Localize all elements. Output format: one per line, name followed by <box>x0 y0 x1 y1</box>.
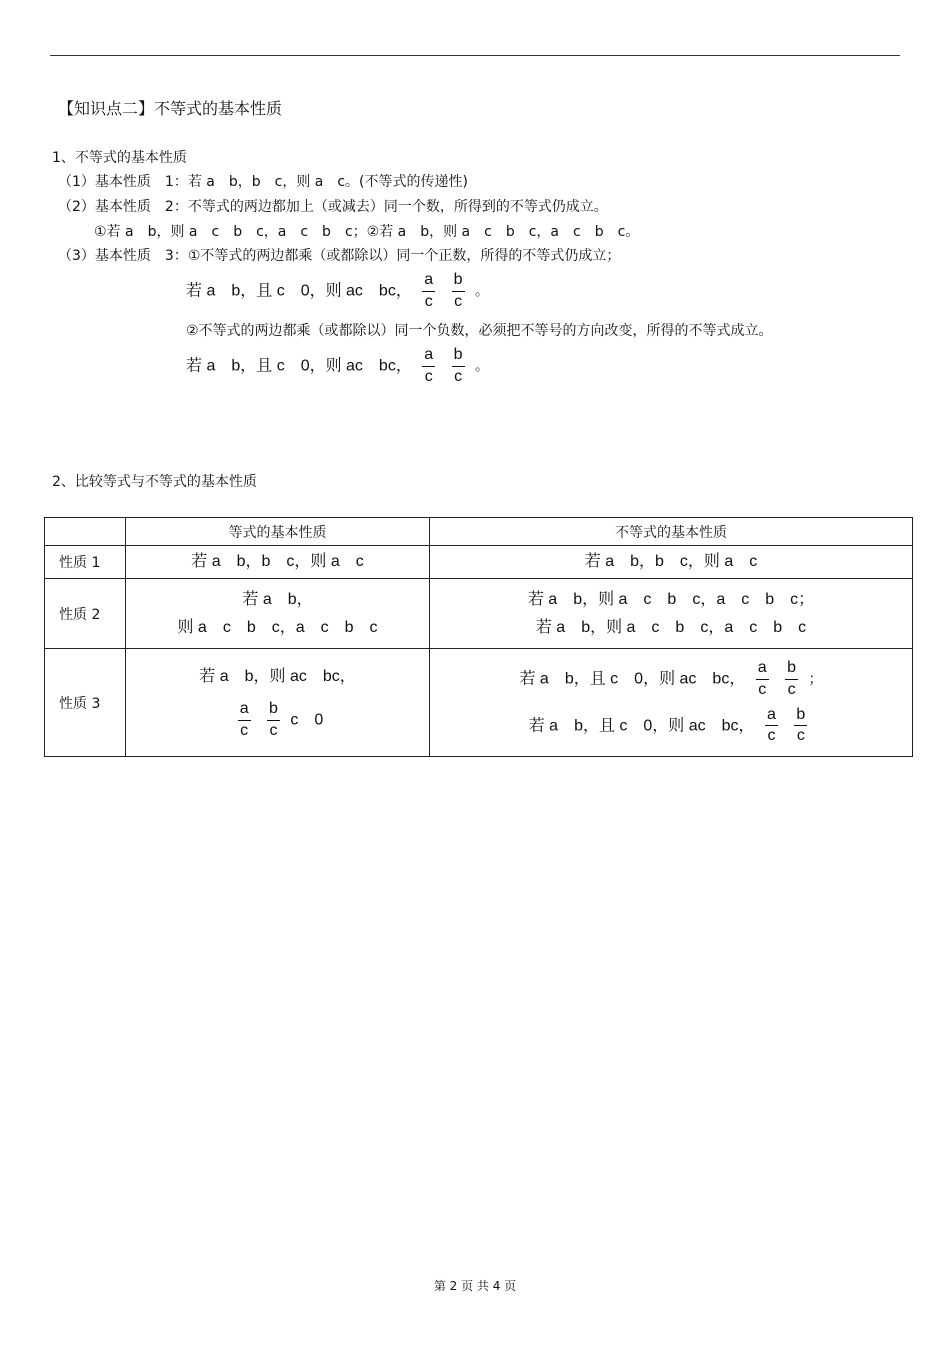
cell-fraction-line <box>126 699 429 742</box>
fraction-numerator: b <box>787 658 797 676</box>
table-row <box>45 546 913 579</box>
inequality-cell <box>430 546 913 579</box>
property3-case-negative <box>186 345 489 388</box>
header-equality: 等式的基本性质 <box>126 518 430 546</box>
row-label: 性质 3 <box>45 649 126 757</box>
fraction-denominator: c <box>794 725 807 747</box>
fraction-denominator: c <box>422 366 435 388</box>
table-header-row <box>45 518 913 546</box>
fraction-b-over-c <box>785 658 798 701</box>
fraction-denominator: c <box>452 291 465 313</box>
equality-cell <box>126 546 430 579</box>
top-rule <box>50 55 900 56</box>
fraction-numerator: b <box>453 346 463 363</box>
cell-line: 若 a b， <box>242 590 313 608</box>
part1-title: 1、不等式的基本性质 <box>52 150 187 166</box>
part2-title: 2、比较等式与不等式的基本性质 <box>52 474 257 490</box>
row-label: 性质 2 <box>45 579 126 649</box>
table-row <box>45 579 913 649</box>
fraction-denominator: c <box>422 291 435 313</box>
fraction-b-over-c <box>794 705 807 748</box>
property2-text: （2）基本性质 2：不等式的两边都加上（或减去）同一个数，所得到的不等式仍成立。 <box>58 199 608 215</box>
property3-case-positive <box>186 270 489 313</box>
table-row <box>45 649 913 757</box>
fraction-numerator: a <box>239 700 249 718</box>
fraction-denominator: c <box>267 720 280 742</box>
comparison-table <box>44 517 913 757</box>
cell-line: 若 a b，则 a c b c，a c b c； <box>527 590 815 608</box>
fraction-a-over-c <box>422 345 435 388</box>
fraction-numerator: a <box>424 346 434 363</box>
fraction-numerator: a <box>424 271 434 288</box>
fraction-denominator: c <box>785 679 798 701</box>
cell-text: 若 a b，且 c 0，则 ac bc， <box>519 670 746 688</box>
cell-text: 若 a b，且 c 0，则 ac bc， <box>528 716 755 734</box>
fraction-numerator: b <box>269 700 278 718</box>
fraction-denominator: c <box>238 720 251 742</box>
equality-cell <box>126 579 430 649</box>
fraction-a-over-c <box>756 658 769 701</box>
cell-fraction-line <box>430 705 912 748</box>
fraction-a-over-c <box>765 705 778 748</box>
fraction-denominator: c <box>765 725 778 747</box>
case-positive-text: 若 a b，且 c 0，则 ac bc， <box>186 282 412 300</box>
property2-formulas: ①若 a b，则 a c b c，a c b c；②若 a b，则 a c b c，a c b c。 <box>94 224 640 240</box>
cell-line: 若 a b，b c，则 a c <box>584 553 758 570</box>
period-mark: 。 <box>475 358 490 375</box>
fraction-denominator: c <box>452 366 465 388</box>
cell-line: 则 a c b c，a c b c <box>177 618 378 636</box>
fraction-b-over-c <box>452 270 465 313</box>
cell-line: 若 a b，则 a c b c，a c b c <box>535 618 807 636</box>
fraction-denominator: c <box>756 679 769 701</box>
property3-text: （3）基本性质 3：①不等式的两边都乘（或都除以）同一个正数，所得的不等式仍成立； <box>58 248 621 264</box>
row-label: 性质 1 <box>45 546 126 579</box>
fraction-a-over-c <box>422 270 435 313</box>
fraction-b-over-c <box>452 345 465 388</box>
cell-condition: c 0 <box>290 711 324 729</box>
fraction-numerator: b <box>796 705 806 723</box>
inequality-cell <box>430 649 913 757</box>
header-inequality: 不等式的基本性质 <box>430 518 913 546</box>
fraction-a-over-c <box>238 699 251 742</box>
cell-line: 若 a b，b c，则 a c <box>191 553 364 570</box>
fraction-b-over-c <box>267 699 280 742</box>
page-footer: 第 2 页 共 4 页 <box>433 1279 517 1293</box>
fraction-numerator: a <box>767 705 776 723</box>
inequality-cell <box>430 579 913 649</box>
case-negative-text: 若 a b，且 c 0，则 ac bc， <box>186 357 412 375</box>
property3-negative-note: ②不等式的两边都乘（或都除以）同一个负数，必须把不等号的方向改变，所得的不等式成立。 <box>186 323 773 339</box>
cell-fraction-line <box>430 658 912 701</box>
fraction-numerator: a <box>757 658 767 676</box>
section-title: 【知识点二】不等式的基本性质 <box>58 99 283 118</box>
cell-line: 若 a b，则 ac bc， <box>199 668 356 686</box>
header-empty-cell <box>45 518 126 546</box>
fraction-numerator: b <box>453 271 463 288</box>
period-mark: 。 <box>475 283 490 300</box>
equality-cell <box>126 649 430 757</box>
semicolon-mark: ； <box>808 671 823 688</box>
property1-text: （1）基本性质 1：若 a b，b c，则 a c。(不等式的传递性) <box>58 174 468 190</box>
